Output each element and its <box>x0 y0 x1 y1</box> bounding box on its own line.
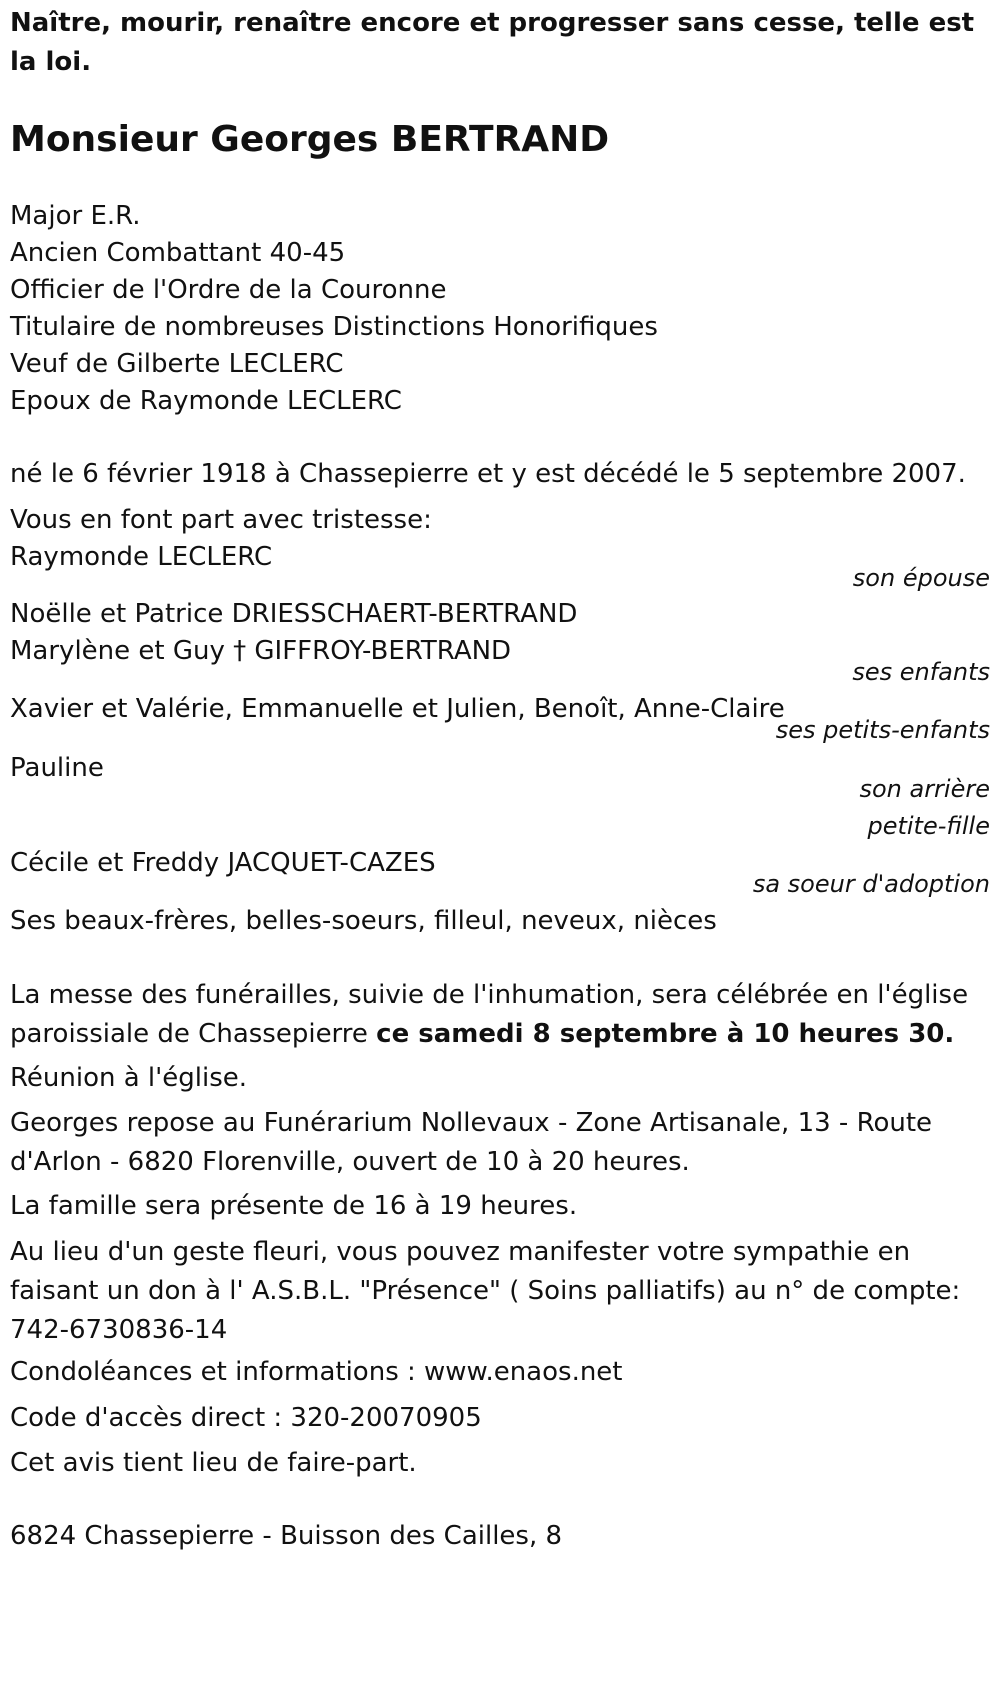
condolences-info: Condoléances et informations : www.enaos.net <box>10 1357 623 1387</box>
funeral-mass-time: ce samedi 8 septembre à 10 heures 30. <box>376 1019 955 1049</box>
home-address: 6824 Chassepierre - Buisson des Cailles, 8 <box>10 1521 563 1551</box>
church-meeting: Réunion à l'église. <box>10 1063 248 1093</box>
title-line: Veuf de Gilberte LECLERC <box>10 349 344 379</box>
title-line: Officier de l'Ordre de la Couronne <box>10 275 447 305</box>
title-line: Epoux de Raymonde LECLERC <box>10 386 402 416</box>
title-line: Major E.R. <box>10 201 141 231</box>
donation-info: Au lieu d'un geste fleuri, vous pouvez manifester votre sympathie en faisant un don à l' A.S.B.L. "Présence" ( Soins palliatifs) au n° de compte: 742-6730836-14 <box>10 1237 961 1345</box>
funeral-home-info: Georges repose au Funérarium Nollevaux - Zone Artisanale, 13 - Route d'Arlon - 6820 Florenville, ouvert de 10 à 20 heures. <box>10 1108 933 1177</box>
grandchildren-role: ses petits-enfants <box>775 716 990 744</box>
great-granddaughter-role: son arrière <box>859 775 990 803</box>
children-role: ses enfants <box>852 658 990 686</box>
announcement-intro: Vous en font part avec tristesse: <box>10 505 432 535</box>
funeral-mass-text: La messe des funérailles, suivie de l'inhumation, sera célébrée en l'église paroissiale de Chassepierre <box>10 980 969 1049</box>
child-name: Marylène et Guy † GIFFROY-BERTRAND <box>10 636 512 666</box>
great-granddaughter-name: Pauline <box>10 753 104 783</box>
family-presence: La famille sera présente de 16 à 19 heures. <box>10 1191 578 1221</box>
great-granddaughter-role: petite-fille <box>867 812 990 840</box>
child-name: Noëlle et Patrice DRIESSCHAERT-BERTRAND <box>10 599 578 629</box>
spouse-role: son épouse <box>852 564 990 592</box>
birth-death-dates: né le 6 février 1918 à Chassepierre et y est décédé le 5 septembre 2007. <box>10 459 966 489</box>
title-line: Ancien Combattant 40-45 <box>10 238 346 268</box>
title-line: Titulaire de nombreuses Distinctions Honorifiques <box>10 312 658 342</box>
notice-text: Cet avis tient lieu de faire-part. <box>10 1448 417 1478</box>
access-code: Code d'accès direct : 320-20070905 <box>10 1403 482 1433</box>
deceased-name: Monsieur Georges BERTRAND <box>10 119 610 160</box>
funeral-mass <box>10 976 980 1054</box>
adoptive-sister-role: sa soeur d'adoption <box>752 870 990 898</box>
other-relatives: Ses beaux-frères, belles-soeurs, filleul, neveux, nièces <box>10 906 717 936</box>
grandchildren-names: Xavier et Valérie, Emmanuelle et Julien, Benoît, Anne-Claire <box>10 694 785 724</box>
spouse-name: Raymonde LECLERC <box>10 542 273 572</box>
adoptive-sister-name: Cécile et Freddy JACQUET-CAZES <box>10 848 436 878</box>
opening-quote: Naître, mourir, renaître encore et progresser sans cesse, telle est la loi. <box>10 8 975 77</box>
